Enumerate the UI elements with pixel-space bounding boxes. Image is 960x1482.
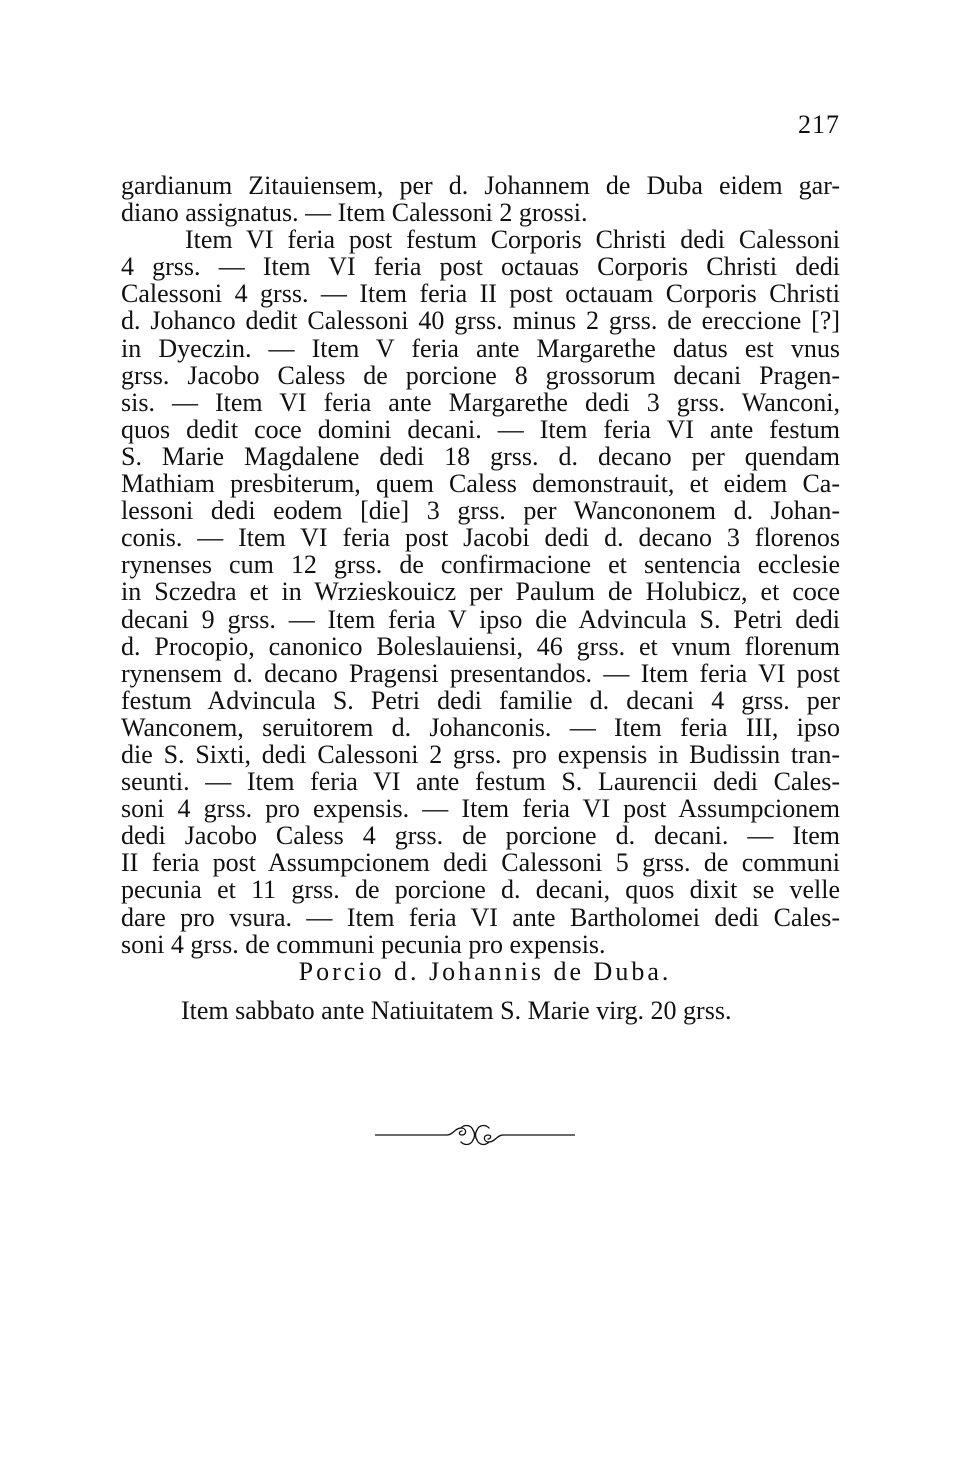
text-line: grss. Jacobo Caless de porcione 8 grossorum decani Pragen-: [121, 360, 840, 390]
text-line: Calessoni 4 grss. — Item feria II post octauam Corporis Christi: [121, 279, 840, 309]
text-line: gardianum Zitauiensem, per d. Johannem de Duba eidem gar-: [121, 171, 840, 200]
text-line: diano assignatus. — Item Calessoni 2 grossi.: [121, 198, 588, 228]
page-number: 217: [798, 110, 840, 139]
text-line: rynenses cum 12 grss. de confirmacione et sentencia ecclesie: [121, 550, 840, 580]
text-line: S. Marie Magdalene dedi 18 grss. d. decano per quendam: [121, 441, 840, 471]
text-line: sis. — Item VI feria ante Margarethe dedi 3 grss. Wanconi,: [121, 387, 840, 417]
text-line: quos dedit coce domini decani. — Item feria VI ante festum: [121, 414, 840, 444]
text-line: soni 4 grss. de communi pecunia pro expensis.: [121, 929, 606, 959]
text-line: conis. — Item VI feria post Jacobi dedi d. decano 3 florenos: [121, 523, 840, 553]
text-line: II feria post Assumpcionem dedi Calessoni 5 grss. de communi: [121, 848, 840, 878]
text-line: in Sczedra et in Wrzieskouicz per Paulum de Holubicz, et coce: [121, 577, 840, 607]
text-line: lessoni dedi eodem [die] 3 grss. per Wancononem d. Johan-: [121, 496, 840, 526]
section-heading: Porcio d. Johannis de Duba.: [298, 957, 672, 986]
text-line: 4 grss. — Item VI feria post octauas Corporis Christi dedi: [121, 252, 840, 282]
section-entry: Item sabbato ante Natiuitatem S. Marie virg. 20 grss.: [181, 996, 732, 1025]
text-line: rynensem d. decano Pragensi presentandos. — Item feria VI post: [121, 658, 840, 688]
text-line: seunti. — Item feria VI ante festum S. Laurencii dedi Cales-: [121, 767, 840, 797]
text-line: Mathiam presbiterum, quem Caless demonstrauit, et eidem Ca-: [121, 469, 840, 499]
text-line: pecunia et 11 grss. de porcione d. decani, quos dixit se velle: [121, 875, 840, 905]
text-line: soni 4 grss. pro expensis. — Item feria VI post Assumpcionem: [121, 794, 840, 824]
text-line: festum Advincula S. Petri dedi familie d. decani 4 grss. per: [121, 685, 840, 715]
body-text: [121, 172, 840, 958]
text-line: in Dyeczin. — Item V feria ante Margarethe datus est vnus: [121, 333, 840, 363]
text-line: dedi Jacobo Caless 4 grss. de porcione d. decani. — Item: [121, 821, 840, 851]
text-line: decani 9 grss. — Item feria V ipso die Advincula S. Petri dedi: [121, 604, 840, 634]
text-line: dare pro vsura. — Item feria VI ante Bartholomei dedi Cales-: [121, 902, 840, 932]
text-line: d. Procopio, canonico Boleslauiensi, 46 grss. et vnum florenum: [121, 631, 840, 661]
text-line: d. Johanco dedit Calessoni 40 grss. minus 2 grss. de ereccione [?]: [121, 306, 840, 336]
text-line: die S. Sixti, dedi Calessoni 2 grss. pro expensis in Budissin tran-: [121, 739, 840, 769]
text-line: Item VI feria post festum Corporis Christi dedi Calessoni: [185, 225, 840, 255]
text-line: Wanconem, seruitorem d. Johanconis. — Item feria III, ipso: [121, 712, 840, 742]
fleuron-ornament-icon: [375, 1122, 575, 1148]
